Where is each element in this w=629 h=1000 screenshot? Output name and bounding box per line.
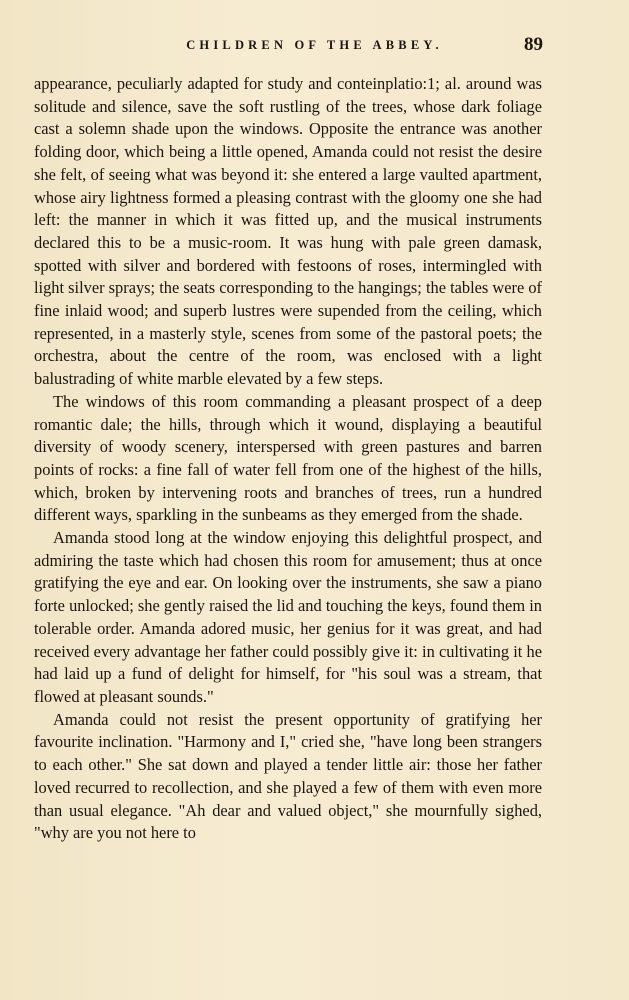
running-head: CHILDREN OF THE ABBEY. [186, 38, 443, 52]
body-text [34, 73, 542, 845]
paragraph-2: The windows of this room commanding a pleasant prospect of a deep romantic dale; the hills, through which it wound, displaying a beautiful diversity of woody scenery, interspersed with green pastures and barren points of rocks: a fine fall of water fell from one of the highest of the hills, which, broken by intervening roots and branches of trees, run a hundred different ways, sparkling in the sunbeams as they emerged from the shade. [34, 391, 542, 525]
page-header [0, 34, 629, 58]
paragraph-1: appearance, peculiarly adapted for study and conteinplatio:1; al. around was solitude and silence, save the soft rustling of the trees, whose dark foliage cast a solemn shade upon the windows. Opposite the entrance was another folding door, which being a little opened, Amanda could not resist the desire she felt, of seeing what was beyond it: she entered a large vaulted apartment, whose airy lightness formed a pleasing contrast with the gloomy one she had left: the manner in which it was fitted up, and the musical instruments declared this to be a music-room. It was hung with pale green damask, spotted with silver and bordered with festoons of roses, intermingled with light silver sprays; the seats corresponding to the hangings; the tables were of fine inlaid wood; and superb lustres were supended from the ceiling, which represented, in a masterly style, scenes from some of the pastoral poets; the orchestra, about the centre of the room, was enclosed with a light balustrading of white marble elevated by a few steps. [34, 74, 542, 389]
page-number: 89 [524, 34, 543, 55]
paragraph-3: Amanda stood long at the window enjoying this delightful prospect, and admiring the taste which had chosen this room for amusement; thus at once gratifying the eye and ear. On looking over the instruments, she saw a piano forte unlocked; she gently raised the lid and touching the keys, found them in tolerable order. Amanda adored music, her genius for it was great, and had received every advantage her father could possibly give it: in cultivating it he had laid up a fund of delight for himself, for "his soul was a stream, that flowed at pleasant sounds." [34, 528, 542, 706]
paragraph-4: Amanda could not resist the present opportunity of gratifying her favourite inclination. "Harmony and I," cried she, "have long been strangers to each other." She sat down and played a tender little air: those her father loved recurred to recollection, and she played a few of them with even more than usual elegance. "Ah dear and valued object," she mournfully sighed, "why are you not here to [34, 709, 542, 843]
